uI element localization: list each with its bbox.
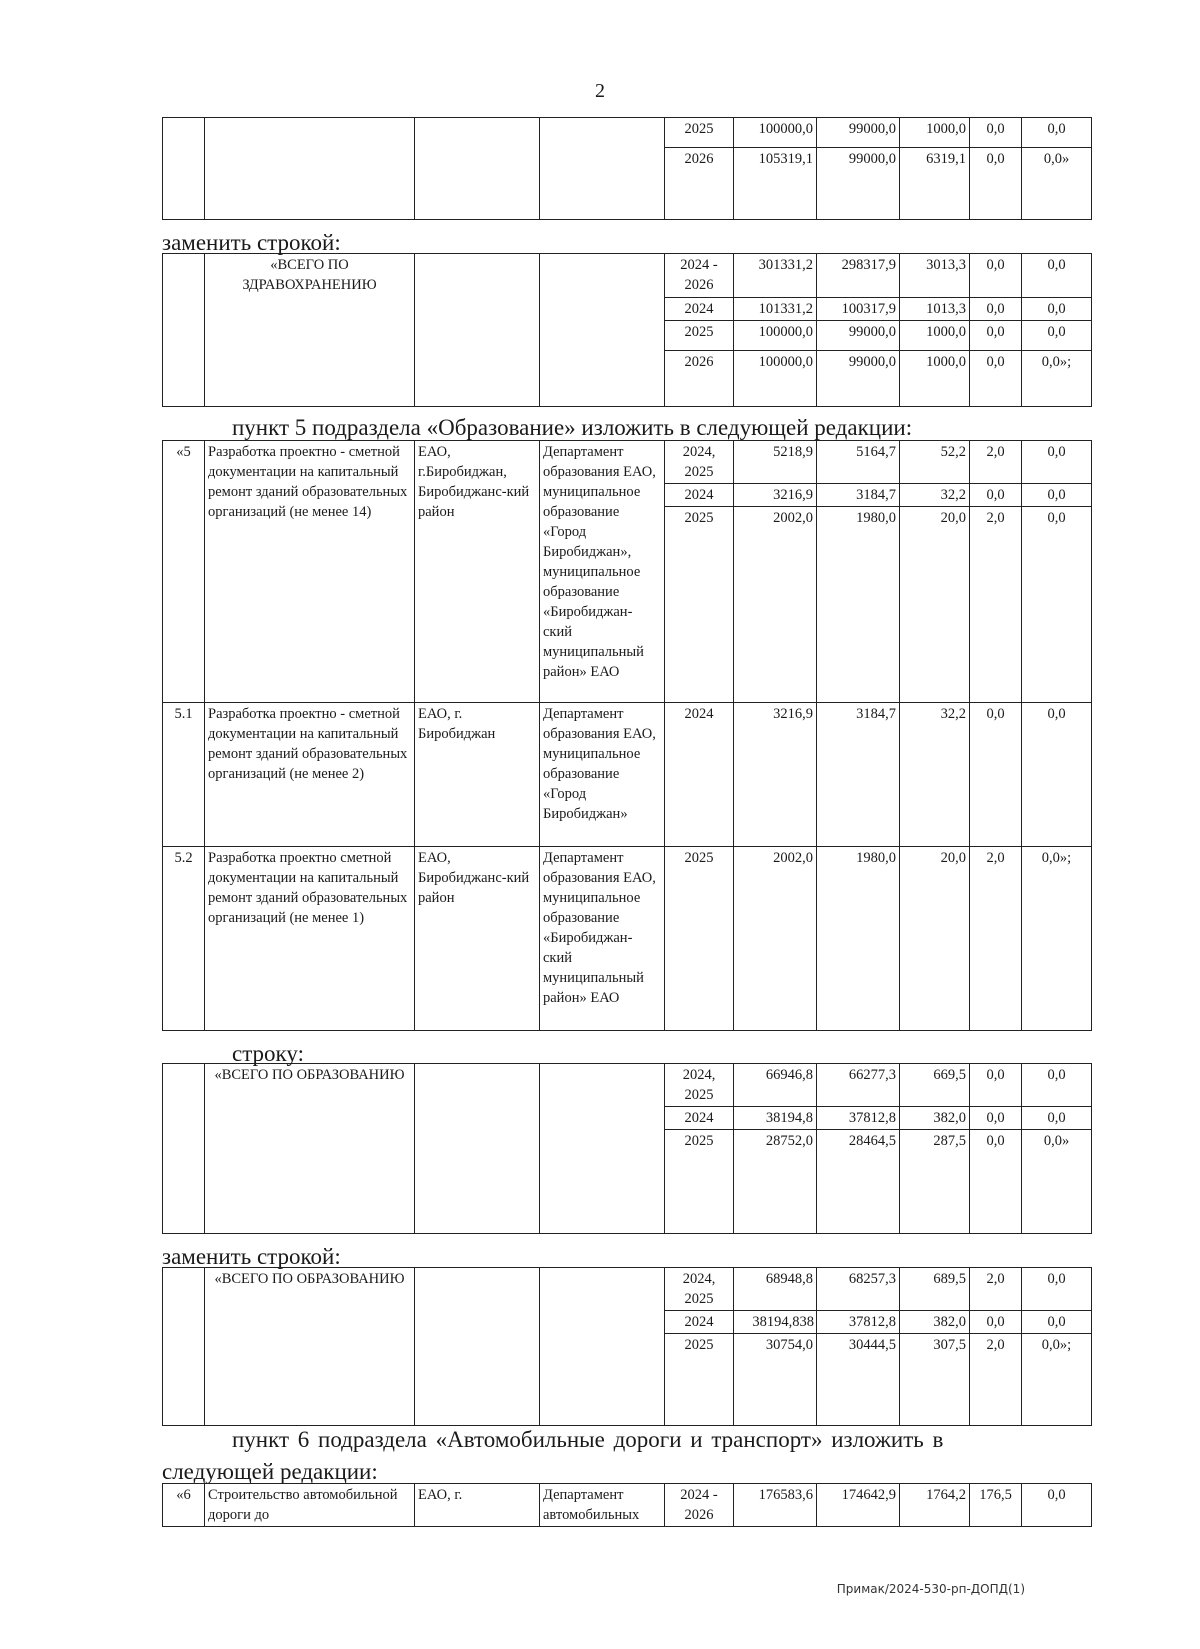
value-cell: 66946,8 bbox=[734, 1064, 817, 1107]
value-cell: 3184,7 bbox=[817, 484, 900, 507]
value-cell: 0,0 bbox=[970, 1107, 1022, 1130]
value-cell: 1980,0 bbox=[817, 847, 900, 1031]
section-heading-p6: пункт 6 подраздела «Автомобильные дороги и транспорт» изложить в bbox=[232, 1427, 944, 1452]
year-cell: 2025 bbox=[665, 1334, 734, 1426]
value-cell: 3013,3 bbox=[900, 254, 970, 298]
value-cell: 0,0 bbox=[1022, 484, 1092, 507]
value-cell: 0,0 bbox=[1022, 441, 1092, 484]
value-cell: 66277,3 bbox=[817, 1064, 900, 1107]
value-cell: 2002,0 bbox=[734, 847, 817, 1031]
value-cell: 1764,2 bbox=[900, 1484, 970, 1527]
value-cell: 5164,7 bbox=[817, 441, 900, 484]
value-cell: 68948,8 bbox=[734, 1268, 817, 1311]
value-cell: 2,0 bbox=[970, 441, 1022, 484]
year-cell: 2024, 2025 bbox=[665, 1268, 734, 1311]
year-cell: 2026 bbox=[665, 351, 734, 407]
value-cell: 0,0 bbox=[970, 703, 1022, 847]
value-cell: 0,0 bbox=[970, 351, 1022, 407]
item-number: «6 bbox=[163, 1484, 205, 1527]
value-cell: 0,0 bbox=[1022, 1311, 1092, 1334]
health-total-table bbox=[162, 253, 1092, 407]
item-title: Разработка проектно - сметной документации на капитальный ремонт зданий образовательных организаций (не менее 2) bbox=[205, 703, 415, 847]
value-cell: 32,2 bbox=[900, 484, 970, 507]
value-cell: 0,0» bbox=[1022, 148, 1092, 220]
value-cell: 1000,0 bbox=[900, 321, 970, 351]
value-cell: 3184,7 bbox=[817, 703, 900, 847]
value-cell: 37812,8 bbox=[817, 1311, 900, 1334]
value-cell: 37812,8 bbox=[817, 1107, 900, 1130]
value-cell: 3216,9 bbox=[734, 484, 817, 507]
value-cell: 0,0 bbox=[1022, 321, 1092, 351]
value-cell: 298317,9 bbox=[817, 254, 900, 298]
item-number: 5.1 bbox=[163, 703, 205, 847]
value-cell: 100000,0 bbox=[734, 321, 817, 351]
item-executor: Департамент образования ЕАО, муниципальное образование «Город Биробиджан», муниципальное образование «Биробиджан-ский муниципальный район» ЕАО bbox=[540, 441, 665, 703]
value-cell: 68257,3 bbox=[817, 1268, 900, 1311]
item-title: Строительство автомобильной дороги до bbox=[205, 1484, 415, 1527]
value-cell: 0,0 bbox=[970, 298, 1022, 321]
value-cell: 0,0 bbox=[1022, 1107, 1092, 1130]
value-cell: 32,2 bbox=[900, 703, 970, 847]
value-cell: 0,0 bbox=[1022, 703, 1092, 847]
section-heading-p5: пункт 5 подраздела «Образование» изложить в следующей редакции: bbox=[232, 415, 913, 440]
item-executor: Департамент образования ЕАО, муниципальное образование «Город Биробиджан» bbox=[540, 703, 665, 847]
value-cell: 1013,3 bbox=[900, 298, 970, 321]
year-cell: 2025 bbox=[665, 507, 734, 703]
value-cell: 0,0 bbox=[970, 484, 1022, 507]
value-cell: 0,0 bbox=[970, 1130, 1022, 1234]
value-cell: 0,0 bbox=[1022, 507, 1092, 703]
value-cell: 0,0»; bbox=[1022, 847, 1092, 1031]
value-cell: 287,5 bbox=[900, 1130, 970, 1234]
year-cell: 2024 - 2026 bbox=[665, 1484, 734, 1527]
item-executor: Департамент образования ЕАО, муниципальное образование «Биробиджан-ский муниципальный район» ЕАО bbox=[540, 847, 665, 1031]
value-cell: 176,5 bbox=[970, 1484, 1022, 1527]
value-cell: 307,5 bbox=[900, 1334, 970, 1426]
value-cell: 99000,0 bbox=[817, 351, 900, 407]
year-cell: 2024 bbox=[665, 1311, 734, 1334]
year-cell: 2025 bbox=[665, 321, 734, 351]
item-place: ЕАО, г.Биробиджан, Биробиджанс-кий район bbox=[415, 441, 540, 703]
value-cell: 6319,1 bbox=[900, 148, 970, 220]
section-heading-p6-cont: следующей редакции: bbox=[162, 1459, 378, 1484]
value-cell: 20,0 bbox=[900, 847, 970, 1031]
value-cell: 99000,0 bbox=[817, 321, 900, 351]
year-cell: 2024 bbox=[665, 298, 734, 321]
value-cell: 99000,0 bbox=[817, 118, 900, 148]
value-cell: 100317,9 bbox=[817, 298, 900, 321]
page-number: 2 bbox=[595, 80, 605, 102]
value-cell: 669,5 bbox=[900, 1064, 970, 1107]
education-total-old-table bbox=[162, 1063, 1092, 1234]
value-cell: 0,0 bbox=[1022, 298, 1092, 321]
value-cell: 3216,9 bbox=[734, 703, 817, 847]
value-cell: 0,0 bbox=[970, 254, 1022, 298]
value-cell: 689,5 bbox=[900, 1268, 970, 1311]
line-stroku: строку: bbox=[232, 1041, 304, 1066]
value-cell: 382,0 bbox=[900, 1311, 970, 1334]
top-table bbox=[162, 117, 1092, 220]
value-cell: 20,0 bbox=[900, 507, 970, 703]
value-cell: 0,0 bbox=[1022, 1484, 1092, 1527]
value-cell: 52,2 bbox=[900, 441, 970, 484]
item-number: 5.2 bbox=[163, 847, 205, 1031]
value-cell: 100000,0 bbox=[734, 118, 817, 148]
year-cell: 2024 bbox=[665, 1107, 734, 1130]
year-cell: 2024 bbox=[665, 703, 734, 847]
document-footer-id: Примак/2024-530-рп-ДОПД(1) bbox=[836, 1582, 1025, 1596]
value-cell: 28464,5 bbox=[817, 1130, 900, 1234]
item-place: ЕАО, г. Биробиджан bbox=[415, 703, 540, 847]
value-cell: 38194,8 bbox=[734, 1107, 817, 1130]
value-cell: 0,0 bbox=[970, 1064, 1022, 1107]
value-cell: 1000,0 bbox=[900, 351, 970, 407]
item-place: ЕАО, г. bbox=[415, 1484, 540, 1527]
value-cell: 301331,2 bbox=[734, 254, 817, 298]
value-cell: 30444,5 bbox=[817, 1334, 900, 1426]
education-total-label: «ВСЕГО ПО ОБРАЗОВАНИЮ bbox=[205, 1268, 415, 1426]
value-cell: 30754,0 bbox=[734, 1334, 817, 1426]
education-total-label: «ВСЕГО ПО ОБРАЗОВАНИЮ bbox=[205, 1064, 415, 1234]
replace-with-label: заменить строкой: bbox=[162, 1244, 341, 1269]
value-cell: 1980,0 bbox=[817, 507, 900, 703]
value-cell: 105319,1 bbox=[734, 148, 817, 220]
year-cell: 2024, 2025 bbox=[665, 441, 734, 484]
value-cell: 2,0 bbox=[970, 1268, 1022, 1311]
value-cell: 101331,2 bbox=[734, 298, 817, 321]
health-total-label: «ВСЕГО ПО ЗДРАВОХРАНЕНИЮ bbox=[205, 254, 415, 407]
year-cell: 2024 bbox=[665, 484, 734, 507]
value-cell: 176583,6 bbox=[734, 1484, 817, 1527]
roads-item-table bbox=[162, 1483, 1092, 1527]
year-cell: 2025 bbox=[665, 847, 734, 1031]
value-cell: 100000,0 bbox=[734, 351, 817, 407]
year-cell: 2025 bbox=[665, 118, 734, 148]
value-cell: 1000,0 bbox=[900, 118, 970, 148]
value-cell: 2,0 bbox=[970, 507, 1022, 703]
value-cell: 38194,838 bbox=[734, 1311, 817, 1334]
item-executor: Департамент автомобильных bbox=[540, 1484, 665, 1527]
value-cell: 0,0»; bbox=[1022, 351, 1092, 407]
education-total-new-table bbox=[162, 1267, 1092, 1426]
value-cell: 99000,0 bbox=[817, 148, 900, 220]
value-cell: 0,0 bbox=[970, 1311, 1022, 1334]
value-cell: 28752,0 bbox=[734, 1130, 817, 1234]
item-number: «5 bbox=[163, 441, 205, 703]
value-cell: 0,0 bbox=[970, 321, 1022, 351]
value-cell: 2002,0 bbox=[734, 507, 817, 703]
year-cell: 2024 - 2026 bbox=[665, 254, 734, 298]
value-cell: 5218,9 bbox=[734, 441, 817, 484]
replace-with-label: заменить строкой: bbox=[162, 230, 341, 255]
value-cell: 0,0 bbox=[970, 118, 1022, 148]
value-cell: 382,0 bbox=[900, 1107, 970, 1130]
value-cell: 2,0 bbox=[970, 1334, 1022, 1426]
year-cell: 2026 bbox=[665, 148, 734, 220]
item-title: Разработка проектно сметной документации на капитальный ремонт зданий образовательных организаций (не менее 1) bbox=[205, 847, 415, 1031]
value-cell: 0,0 bbox=[970, 148, 1022, 220]
value-cell: 0,0 bbox=[1022, 1064, 1092, 1107]
item-place: ЕАО, Биробиджанс-кий район bbox=[415, 847, 540, 1031]
value-cell: 0,0 bbox=[1022, 118, 1092, 148]
value-cell: 0,0» bbox=[1022, 1130, 1092, 1234]
year-cell: 2024, 2025 bbox=[665, 1064, 734, 1107]
value-cell: 0,0 bbox=[1022, 254, 1092, 298]
value-cell: 0,0 bbox=[1022, 1268, 1092, 1311]
value-cell: 0,0»; bbox=[1022, 1334, 1092, 1426]
value-cell: 2,0 bbox=[970, 847, 1022, 1031]
item-title: Разработка проектно - сметной документации на капитальный ремонт зданий образовательных организаций (не менее 14) bbox=[205, 441, 415, 703]
value-cell: 174642,9 bbox=[817, 1484, 900, 1527]
year-cell: 2025 bbox=[665, 1130, 734, 1234]
education-items-table bbox=[162, 440, 1092, 1031]
